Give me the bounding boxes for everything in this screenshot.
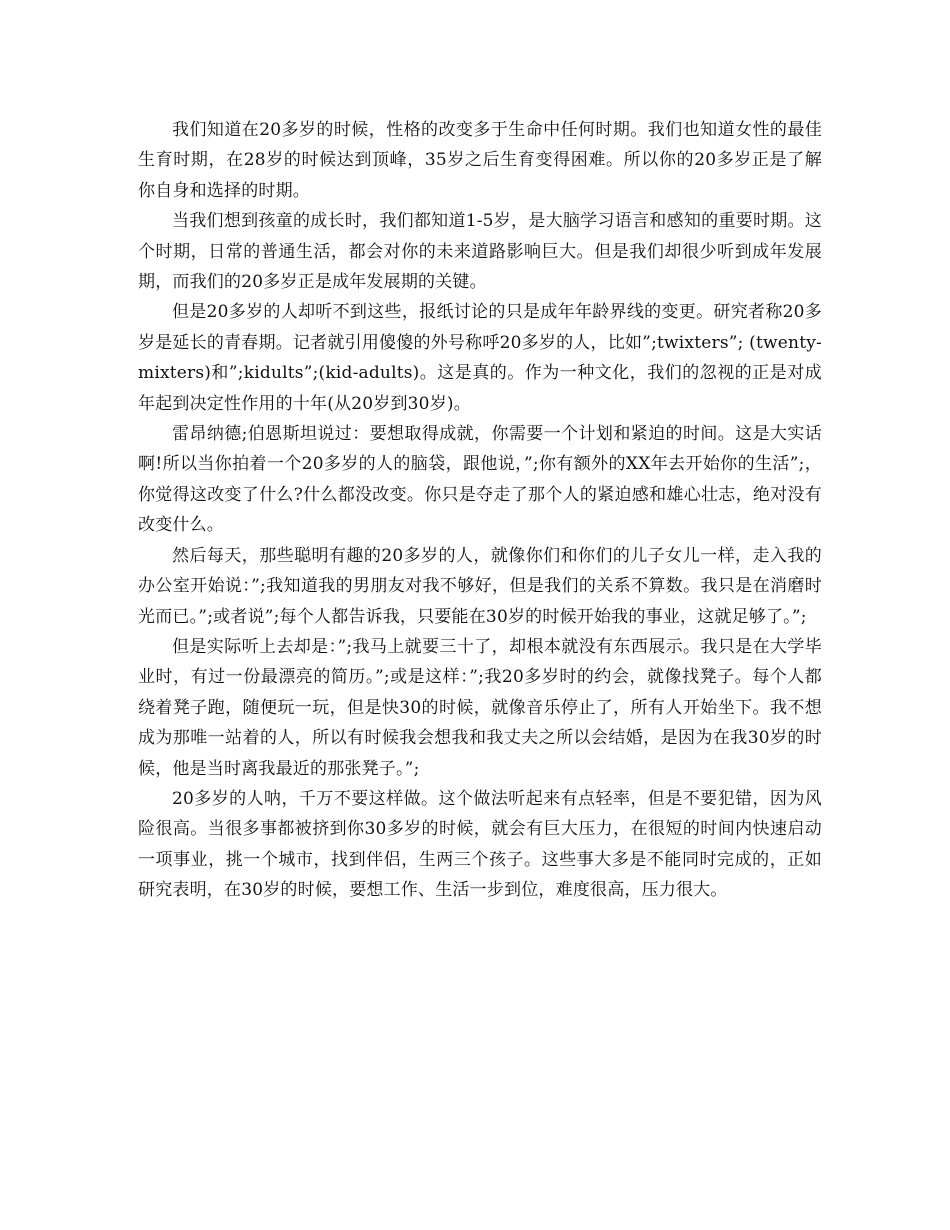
paragraph-5: 然后每天，那些聪明有趣的20多岁的人，就像你们和你们的儿子女儿一样，走入我的办公室开始说：”;我知道我的男朋友对我不够好，但是我们的关系不算数。我只是在消磨时光而已。”;或者说”;每个人都告诉我，只要能在30岁的时候开始我的事业，这就足够了。”; [138, 545, 822, 627]
document-body [138, 115, 822, 906]
paragraph-3: 但是20多岁的人却听不到这些，报纸讨论的只是成年年龄界线的变更。研究者称20多岁是延长的青春期。记者就引用傻傻的外号称呼20多岁的人，比如”;twixters”; (twenty-mixters)和”;kidults”;(kid-adults)。这是真的。作为一种文化，我们的忽视的正是对成年起到决定性作用的十年(从20岁到30岁)。 [138, 302, 822, 414]
paragraph-7: 20多岁的人呐，千万不要这样做。这个做法听起来有点轻率，但是不要犯错，因为风险很高。当很多事都被挤到你30多岁的时候，就会有巨大压力，在很短的时间内快速启动一项事业，挑一个城市，找到伴侣，生两三个孩子。这些事大多是不能同时完成的，正如研究表明，在30岁的时候，要想工作、生活一步到位，难度很高，压力很大。 [138, 788, 822, 901]
paragraph-1: 我们知道在20多岁的时候，性格的改变多于生命中任何时期。我们也知道女性的最佳生育时期，在28岁的时候达到顶峰，35岁之后生育变得困难。所以你的20多岁正是了解你自身和选择的时期。 [138, 120, 823, 201]
paragraph-2: 当我们想到孩童的成长时，我们都知道1-5岁，是大脑学习语言和感知的重要时期。这个时期，日常的普通生活，都会对你的未来道路影响巨大。但是我们却很少听到成年发展期，而我们的20多岁正是成年发展期的关键。 [138, 211, 822, 293]
paragraph-6: 但是实际听上去却是：”;我马上就要三十了，却根本就没有东西展示。我只是在大学毕业时，有过一份最漂亮的简历。”;或是这样：”;我20多岁时的约会，就像找凳子。每个人都绕着凳子跑，随便玩一玩，但是快30的时候，就像音乐停止了，所有人开始坐下。我不想成为那唯一站着的人，所以有时候我会想我和我丈夫之所以会结婚，是因为在我30岁的时候，他是当时离我最近的那张凳子。”; [138, 636, 822, 779]
paragraph-4: 雷昂纳德;伯恩斯坦说过：要想取得成就，你需要一个计划和紧迫的时间。这是大实话啊!所以当你拍着一个20多岁的人的脑袋，跟他说，”;你有额外的XX年去开始你的生活”;，你觉得这改变了什么?什么都没改变。你只是夺走了那个人的紧迫感和雄心壮志，绝对没有改变什么。 [138, 424, 822, 536]
